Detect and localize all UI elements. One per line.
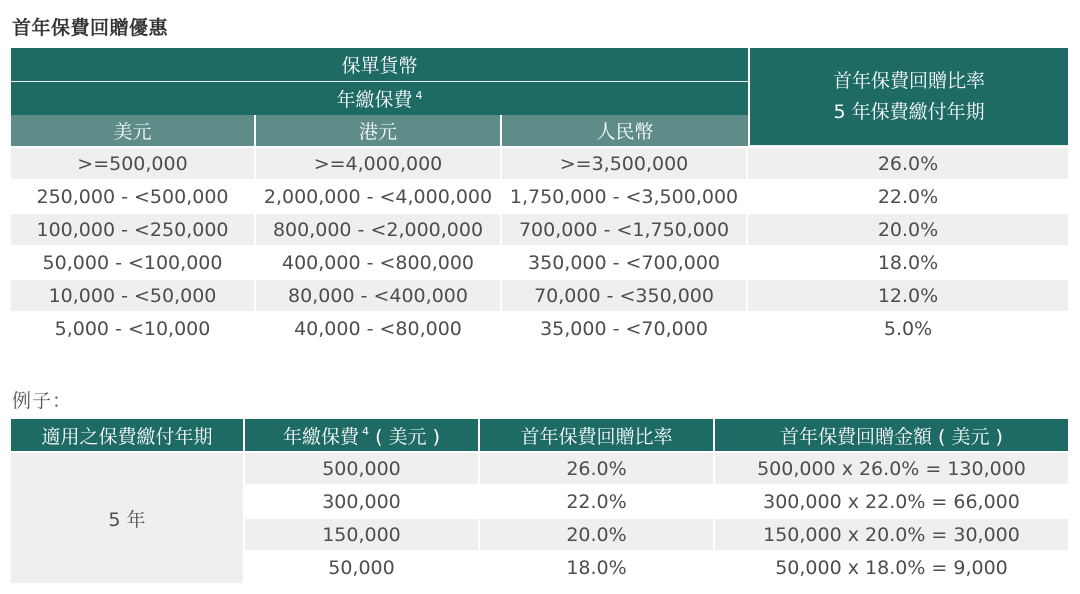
- header-rebate-rate: 首年保費回贈比率: [480, 419, 715, 451]
- header-annual-premium-usd: [245, 419, 480, 451]
- table-row: [11, 311, 1068, 344]
- cell-rate: 26.0%: [748, 146, 1068, 179]
- cell-rmb: 35,000 - <70,000: [502, 311, 748, 344]
- cell-rate: 18.0%: [748, 245, 1068, 278]
- cell-rmb: 1,750,000 - <3,500,000: [502, 179, 748, 212]
- cell-rate: 22.0%: [480, 484, 715, 517]
- cell-payment-term: 5 年: [11, 451, 245, 583]
- cell-hkd: 400,000 - <800,000: [256, 245, 502, 278]
- cell-premium: 500,000: [245, 451, 480, 484]
- cell-usd: 100,000 - <250,000: [11, 212, 256, 245]
- cell-rate: 20.0%: [480, 517, 715, 550]
- cell-amount: 300,000 x 22.0% = 66,000: [715, 484, 1068, 517]
- cell-usd: 5,000 - <10,000: [11, 311, 256, 344]
- footnote-marker: 4: [415, 88, 423, 102]
- header-premium-suffix: ( 美元 ): [375, 425, 440, 448]
- cell-rate: 20.0%: [748, 212, 1068, 245]
- rebate-rate-table: [11, 48, 1068, 344]
- header-payment-term: 適用之保費繳付年期: [11, 419, 245, 451]
- cell-usd: 50,000 - <100,000: [11, 245, 256, 278]
- header-policy-currency: 保單貨幣: [11, 48, 748, 82]
- cell-rmb: 350,000 - <700,000: [502, 245, 748, 278]
- header-rebate-rate-line1: 首年保費回贈比率: [833, 69, 986, 92]
- cell-rate: 18.0%: [480, 550, 715, 583]
- cell-usd: 10,000 - <50,000: [11, 278, 256, 311]
- cell-hkd: 2,000,000 - <4,000,000: [256, 179, 502, 212]
- page-title: 首年保費回贈優惠: [12, 17, 169, 39]
- header-annual-premium: [11, 82, 748, 115]
- cell-rmb: 70,000 - <350,000: [502, 278, 748, 311]
- header-currency-usd: 美元: [11, 115, 256, 146]
- cell-rmb: >=3,500,000: [502, 146, 748, 179]
- cell-premium: 300,000: [245, 484, 480, 517]
- table-row: [11, 278, 1068, 311]
- cell-hkd: 800,000 - <2,000,000: [256, 212, 502, 245]
- example-label: 例子：: [12, 390, 73, 412]
- header-premium-label: 年繳保費: [283, 425, 360, 448]
- header-annual-premium-label: 年繳保費: [336, 89, 413, 111]
- table-row: [11, 146, 1068, 179]
- table-row: [11, 451, 1068, 484]
- table-row: [11, 245, 1068, 278]
- header-currency-hkd: 港元: [256, 115, 502, 146]
- cell-amount: 500,000 x 26.0% = 130,000: [715, 451, 1068, 484]
- cell-rate: 12.0%: [748, 278, 1068, 311]
- header-rebate-rate-line2: 5 年保費繳付年期: [833, 100, 985, 123]
- cell-amount: 150,000 x 20.0% = 30,000: [715, 517, 1068, 550]
- cell-amount: 50,000 x 18.0% = 9,000: [715, 550, 1068, 583]
- cell-premium: 150,000: [245, 517, 480, 550]
- cell-hkd: 40,000 - <80,000: [256, 311, 502, 344]
- header-rebate-rate: [748, 48, 1068, 146]
- cell-hkd: >=4,000,000: [256, 146, 502, 179]
- cell-rate: 22.0%: [748, 179, 1068, 212]
- table-row: [11, 179, 1068, 212]
- cell-premium: 50,000: [245, 550, 480, 583]
- example-table: [11, 419, 1068, 583]
- table-row: [11, 212, 1068, 245]
- cell-rmb: 700,000 - <1,750,000: [502, 212, 748, 245]
- cell-hkd: 80,000 - <400,000: [256, 278, 502, 311]
- cell-rate: 5.0%: [748, 311, 1068, 344]
- cell-usd: >=500,000: [11, 146, 256, 179]
- footnote-marker: 4: [362, 425, 370, 439]
- cell-rate: 26.0%: [480, 451, 715, 484]
- header-currency-rmb: 人民幣: [502, 115, 748, 146]
- header-rebate-amount: 首年保費回贈金額 ( 美元 ): [715, 419, 1068, 451]
- cell-usd: 250,000 - <500,000: [11, 179, 256, 212]
